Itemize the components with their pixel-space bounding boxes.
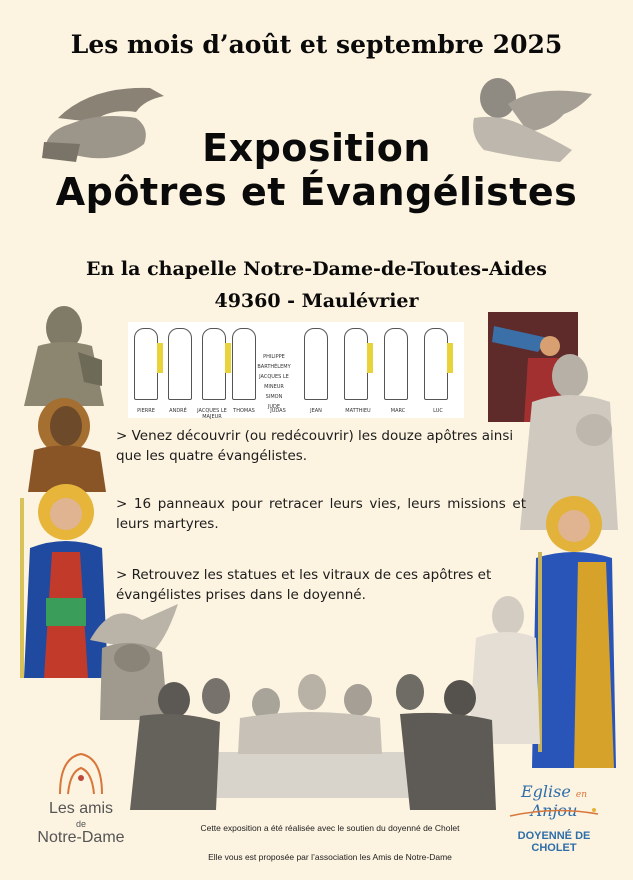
apostle-list-item: JACQUES LE MINEUR [259,374,289,390]
logo-line-2: de [75,819,86,829]
winged-angel-statue-image [468,74,596,164]
apostle-figure [134,328,158,400]
apostle-figure [232,328,256,400]
deanery-label: DOYENNÉ DE CHOLET [517,830,591,854]
wordmark-swoosh-icon [508,804,600,822]
eglise-en-anjou-logo [494,782,614,852]
apostle-list-item: PHILIPPE [263,354,285,360]
venue-line-1: En la chapelle Notre-Dame-de-Toutes-Aides [86,258,547,280]
apostle-list-item: BARTHÉLEMY [257,364,291,370]
logo-line-1: Les amis [48,800,114,817]
statues-paragraph: > Retrouvez les statues et les vitraux de ces apôtres et évangélistes prises dans le doyenné. [116,567,492,603]
apostle-figure [202,328,226,400]
apostle-middle-list [254,352,294,412]
apostle-name-label: ANDRÉ [169,408,187,414]
intro-paragraph: > Venez découvrir (ou redécouvrir) les douze apôtres ainsi que les quatre évangélistes. [116,428,514,464]
apostle-figure [168,328,192,400]
apostle-figure [424,328,448,400]
apostle-name-label: JEAN [310,408,322,414]
logo-line-3: Notre-Dame [37,829,125,846]
arch-emblem-icon [56,750,106,798]
apostle-list-item: JUDE [267,404,281,410]
apostle-name-label: PIERRE [137,408,155,414]
organizer-credit-text: Elle vous est proposée par l’association les Amis de Notre-Dame [208,852,452,862]
amis-notre-dame-logo [26,750,136,860]
wordmark-anjou: Anjou [530,801,578,820]
apostle-figure [344,328,368,400]
wordmark-en: en [575,790,588,800]
apostle-list-item: SIMON [265,394,283,400]
panels-paragraph: > 16 panneaux pour retracer leurs vies, leurs missions et leurs martyres. [116,496,526,532]
apostle-name-label: JUDAS [270,408,286,414]
venue-line-2: 49360 - Maulévrier [214,290,419,312]
winged-lion-statue-image [40,78,168,164]
apostles-strip-image [128,322,464,418]
apostle-name-label: LUC [433,408,443,414]
wordmark-eglise: Eglise [520,782,571,801]
last-supper-statue-image [120,670,500,810]
apostle-name-label: JACQUES LE MAJEUR [197,408,227,420]
apostle-figure [384,328,408,400]
apostle-name-label: MATTHIEU [345,408,371,414]
date-heading: Les mois d’août et septembre 2025 [70,30,563,59]
title-line-2: Apôtres et Évangélistes [55,170,578,214]
support-credit-text: Cette exposition a été réalisée avec le soutien du doyenné de Cholet [200,823,460,833]
apostle-figure [304,328,328,400]
mossy-stone-statue-image [18,302,108,410]
title-line-1: Exposition [202,126,431,170]
apostle-name-label: THOMAS [233,408,255,414]
apostle-name-label: MARC [390,408,406,414]
